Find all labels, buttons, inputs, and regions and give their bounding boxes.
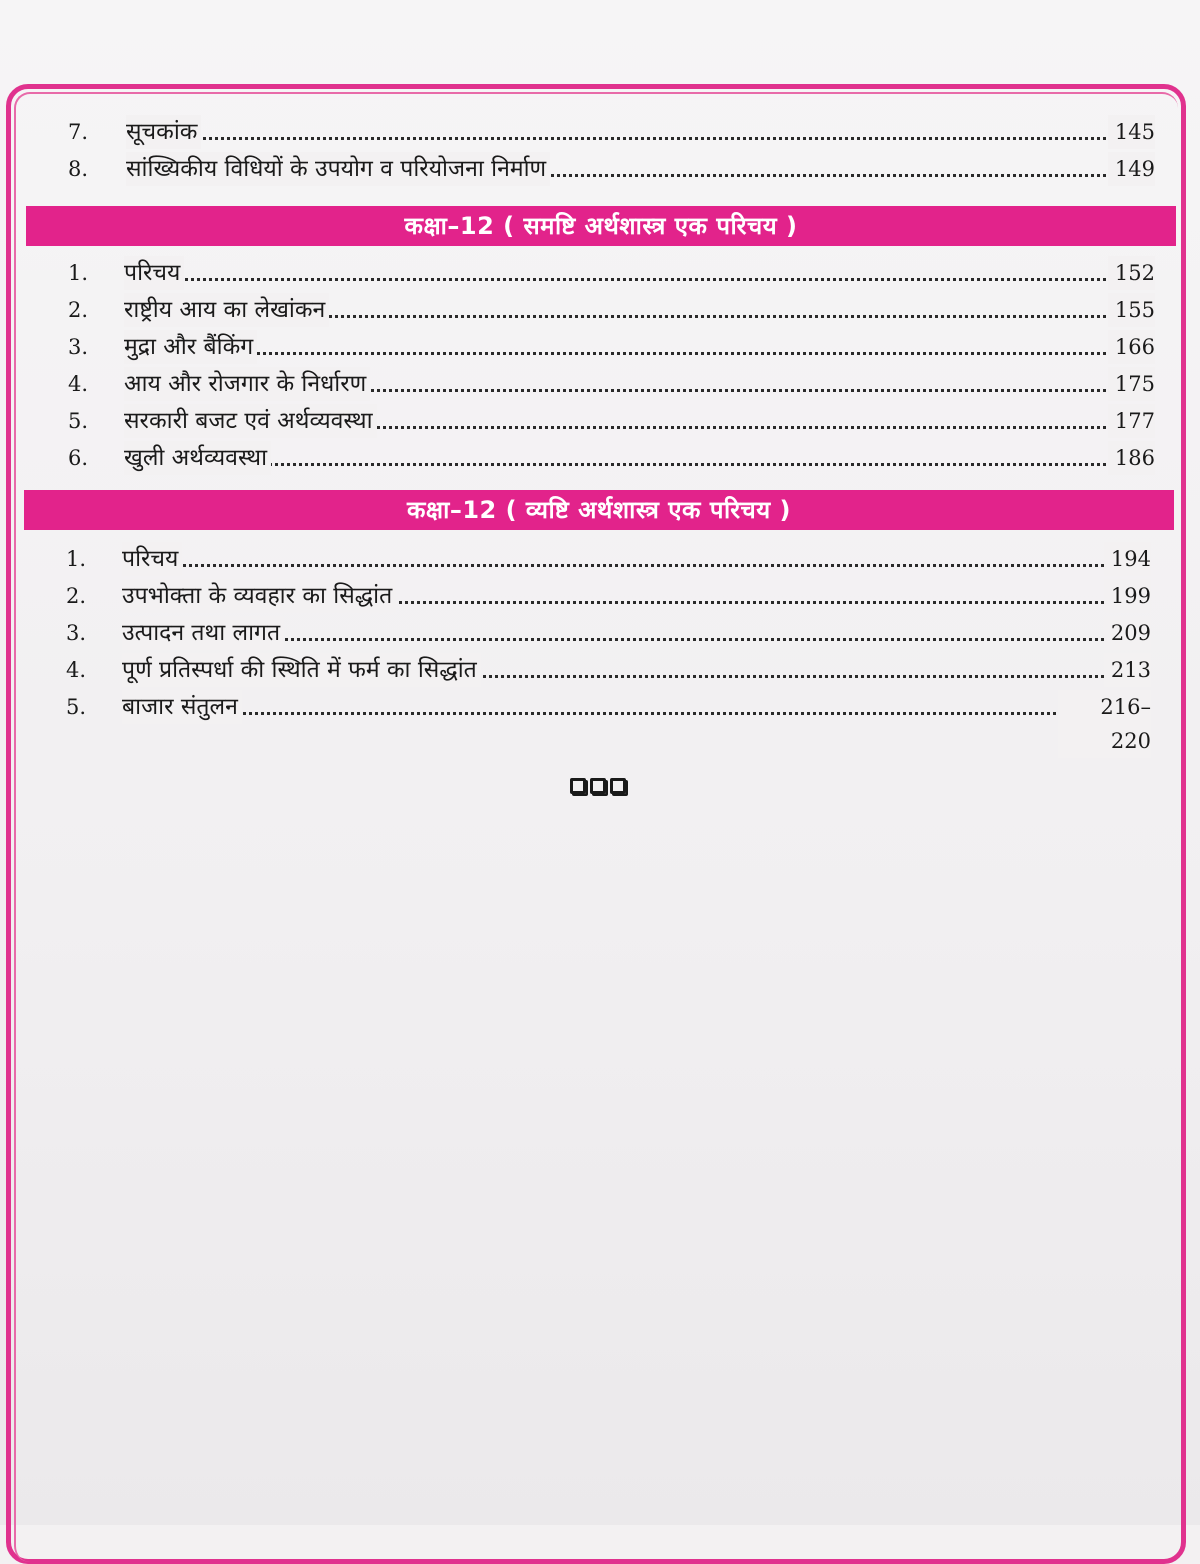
toc-row-title: बाजार संतुलन [122, 690, 242, 724]
toc-row-number: 2. [68, 298, 89, 322]
toc-row-number: 4. [68, 372, 89, 396]
toc-row-title: राष्ट्रीय आय का लेखांकन [124, 293, 329, 327]
toc-row-title: सूचकांक [126, 115, 201, 149]
toc-row-leader [130, 137, 1120, 140]
square-ornament-icon [570, 778, 586, 794]
toc-row-number: 3. [68, 335, 89, 359]
toc-row-title: परिचय [124, 256, 184, 290]
toc-row-number: 6. [68, 446, 89, 470]
toc-row-title: उपभोक्ता के व्यवहार का सिद्धांत [122, 579, 396, 613]
toc-row-page: 175 [1108, 367, 1155, 401]
toc-row-page: 199 [1104, 579, 1151, 613]
square-ornament-icon [610, 778, 626, 794]
end-ornament [570, 778, 626, 794]
toc-row-page: 155 [1108, 293, 1155, 327]
toc-row-title: परिचय [122, 542, 182, 576]
toc-row-number: 4. [66, 658, 87, 682]
toc-row-number: 5. [66, 695, 87, 719]
toc-row-page: 194 [1104, 542, 1151, 576]
toc-row-page: 209 [1104, 616, 1151, 650]
toc-row-title: खुली अर्थव्यवस्था [124, 441, 271, 475]
square-ornament-icon [590, 778, 606, 794]
toc-row-number: 7. [68, 120, 89, 144]
toc-row-leader [130, 352, 1120, 355]
toc-row-leader [130, 278, 1120, 281]
toc-row-leader [130, 463, 1120, 466]
toc-row-page: 213 [1104, 653, 1151, 687]
toc-row-leader [128, 712, 1064, 715]
toc-row-title: सरकारी बजट एवं अर्थव्यवस्था [124, 404, 377, 438]
toc-row-number: 2. [66, 584, 87, 608]
toc-row-title: मुद्रा और बैंकिंग [124, 330, 257, 364]
toc-row-title: उत्पादन तथा लागत [122, 616, 284, 650]
toc-row-number: 1. [68, 261, 89, 285]
toc-row-number: 5. [68, 409, 89, 433]
toc-row-page: 149 [1108, 152, 1155, 186]
section-heading-micro: कक्षा–12 ( व्यष्टि अर्थशास्त्र एक परिचय ) [24, 490, 1174, 530]
toc-row-page: 216–220 [1058, 690, 1151, 758]
toc-row-page: 152 [1108, 256, 1155, 290]
toc-row-title: सांख्यिकीय विधियों के उपयोग व परियोजना निर्माण [126, 152, 550, 186]
toc-row-number: 3. [66, 621, 87, 645]
toc-row-page: 166 [1108, 330, 1155, 364]
section-heading-macro: कक्षा–12 ( समष्टि अर्थशास्त्र एक परिचय ) [26, 206, 1176, 246]
toc-row-page: 145 [1108, 115, 1155, 149]
toc-row-leader [128, 564, 1116, 567]
toc-row-page: 177 [1108, 404, 1155, 438]
toc-row-number: 1. [66, 547, 87, 571]
toc-row-page: 186 [1108, 441, 1155, 475]
toc-row-number: 8. [68, 157, 89, 181]
toc-row-title: आय और रोजगार के निर्धारण [124, 367, 370, 401]
toc-row-title: पूर्ण प्रतिस्पर्धा की स्थिति में फर्म का सिद्धांत [122, 653, 481, 687]
